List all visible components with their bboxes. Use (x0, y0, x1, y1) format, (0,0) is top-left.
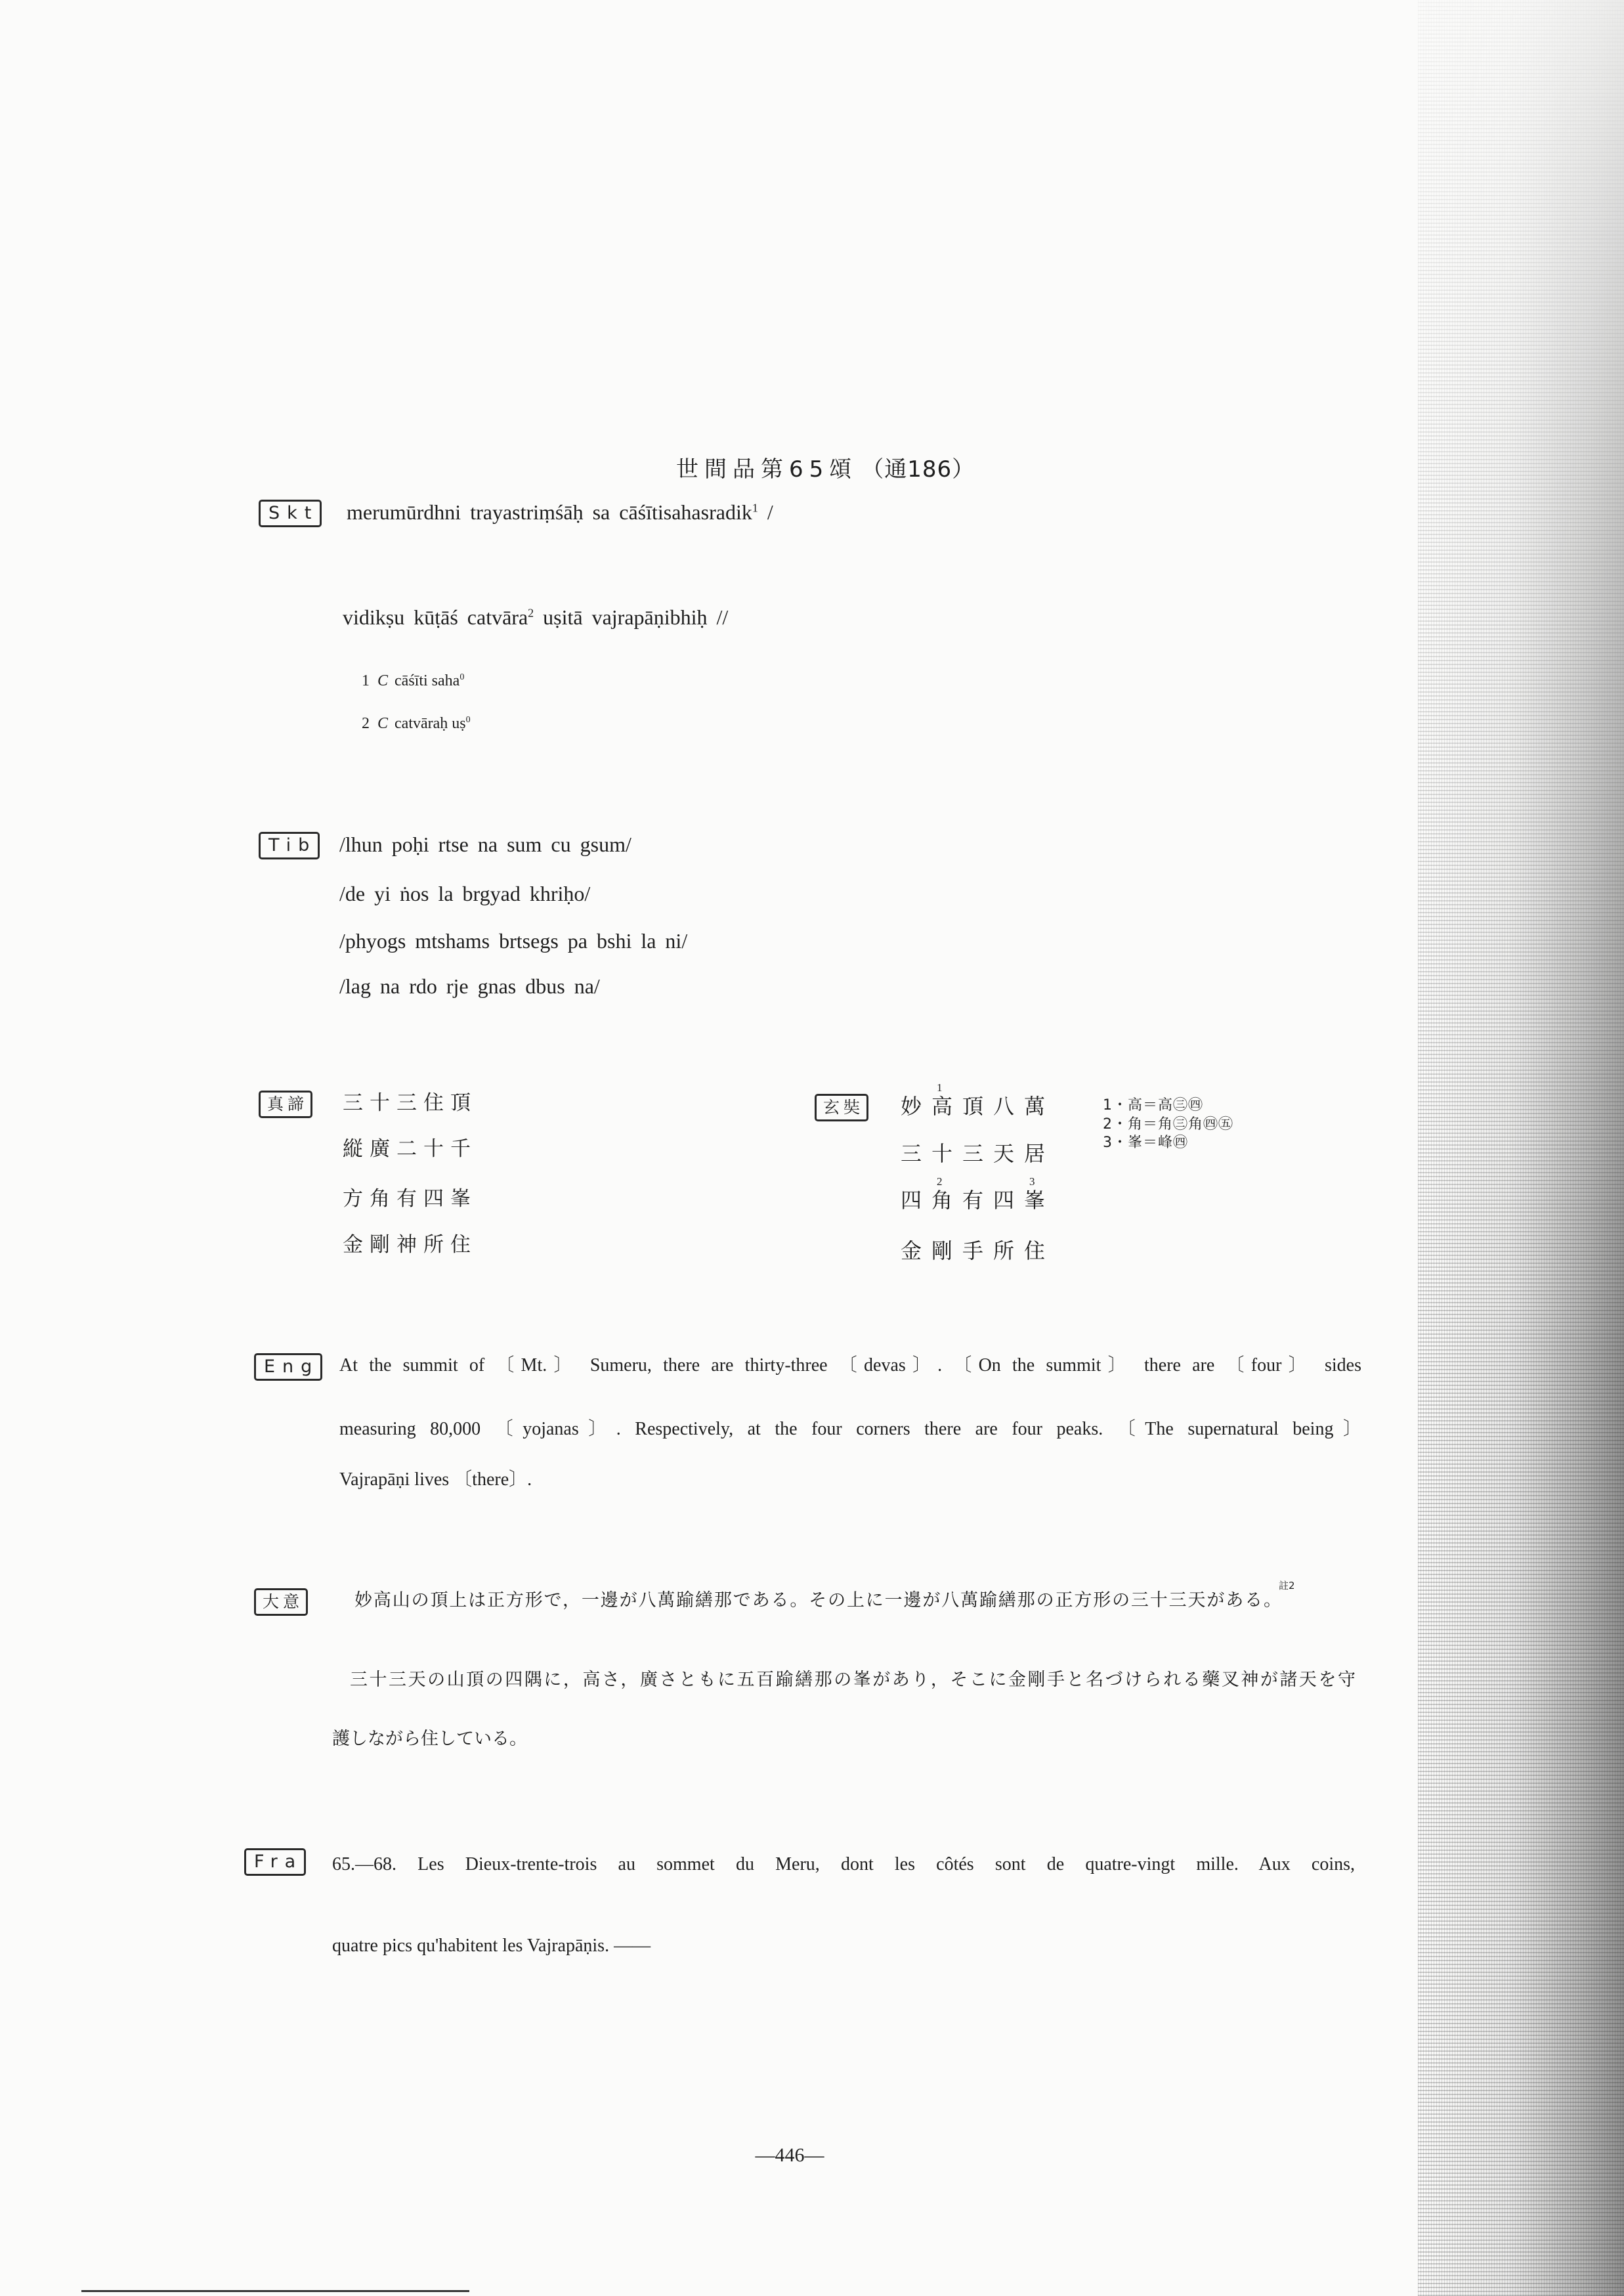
verse-char: 高 (931, 1094, 963, 1119)
xuanzang-verse-line (901, 1175, 1056, 1215)
label-summary: 大意 (254, 1588, 308, 1616)
note-marker: 1 (937, 1081, 943, 1094)
label-paramartha: 真諦 (259, 1091, 312, 1118)
footnote-reading: cāśīti saha (395, 672, 460, 689)
tibetan-line: /de yi ṅos la brgyad khriḥo/ (339, 882, 591, 905)
footnote-number: 1 (362, 672, 370, 689)
footnote-reading: catvāraḥ uṣ (395, 715, 466, 732)
label-xuanzang: 玄奘 (815, 1094, 868, 1121)
xuanzang-verse-line (901, 1236, 1055, 1265)
label-tibetan: Tib (259, 832, 320, 859)
sanskrit-footnote (362, 671, 464, 691)
french-line: 65.—68. Les Dieux-trente-trois au sommet du Meru, dont les côtés sont de quatre-vingt mille. Aux coins, (332, 1854, 1355, 1874)
manuscript-siglum: C (377, 715, 389, 732)
xuanzang-verse-line (901, 1081, 1056, 1121)
paramartha-verse-line: 三十三住頂 (343, 1091, 477, 1115)
paramartha-verse-line: 金剛神所住 (343, 1233, 477, 1257)
heading-ref: （通186） (861, 456, 975, 483)
french-line: quatre pics qu'habitent les Vajrapāṇis. —— (332, 1936, 651, 1956)
xuanzang-variant-note: 2・角＝角㊂角㊃㊄ (1103, 1116, 1233, 1133)
xuanzang-variant-note: 3・峯＝峰㊃ (1103, 1135, 1188, 1151)
footer-rule (81, 2290, 469, 2292)
sanskrit-line (347, 499, 773, 525)
note-marker: 2 (528, 606, 534, 620)
sanskrit-text-rest: / (758, 500, 773, 524)
sanskrit-text-rest: uṣitā vajrapāṇibhiḥ // (534, 605, 729, 629)
label-french: Fra (244, 1848, 306, 1876)
manuscript-siglum: C (377, 672, 389, 689)
label-sanskrit: Skt (259, 500, 322, 527)
sanskrit-footnote (362, 714, 471, 733)
abbreviation-mark: 0 (459, 672, 465, 682)
summary-note-ref: 註2 (1279, 1580, 1295, 1592)
sanskrit-text: merumūrdhni trayastriṃśāḥ sa cāśītisahasradik (347, 500, 752, 524)
verse-segment: 三十三天居 (901, 1141, 1056, 1166)
english-line: measuring 80,000 〔yojanas〕. Respectively, at the four corners there are four peaks. 〔The supernatural being〕 (339, 1419, 1361, 1439)
sanskrit-line (343, 604, 728, 630)
abbreviation-mark: 0 (465, 715, 471, 725)
paramartha-verse-line: 方角有四峯 (343, 1187, 477, 1211)
xuanzang-verse-line (901, 1139, 1055, 1168)
summary-line: 三十三天の山頂の四隅に，高さ，廣さともに五百踰繕那の峯があり，そこに金剛手と名づけられる藥叉神が諸天を守 (350, 1670, 1356, 1690)
verse-segment: 妙 (901, 1094, 932, 1119)
xuanzang-variant-note: 1・高＝高㊂㊃ (1103, 1097, 1203, 1114)
tibetan-line: /lag na rdo rje gnas dbus na/ (339, 974, 600, 998)
footnote-number: 2 (362, 715, 370, 732)
sanskrit-text: vidikṣu kūṭāś catvāra (343, 605, 528, 629)
verse-segment: 有四 (962, 1188, 1025, 1213)
verse-char: 峯 (1024, 1188, 1056, 1213)
verse-segment: 頂八萬 (962, 1094, 1056, 1119)
paramartha-verse-line: 縦廣二十千 (343, 1137, 477, 1161)
english-line: At the summit of 〔Mt.〕 Sumeru, there are thirty-three 〔devas〕. 〔On the summit〕 there are 〔four〕 sides (339, 1355, 1361, 1375)
note-marker: 2 (937, 1175, 943, 1188)
verse-segment-annotated (1024, 1175, 1056, 1213)
summary-line: 護しながら住している。 (332, 1729, 527, 1749)
verse-segment-annotated (931, 1081, 963, 1119)
tibetan-line: /lhun poḥi rtse na sum cu gsum/ (339, 833, 631, 856)
summary-line: 妙高山の頂上は正方形で，一邊が八萬踰繕那である。その上に一邊が八萬踰繕那の正方形の三十三天がある。 (354, 1590, 1281, 1611)
verse-char: 角 (931, 1188, 963, 1213)
tibetan-line: /phyogs mtshams brtsegs pa bshi la ni/ (339, 929, 688, 953)
verse-segment: 四 (901, 1188, 932, 1213)
verse-segment: 金剛手所住 (901, 1238, 1056, 1263)
label-english: Eng (254, 1353, 322, 1381)
note-marker: 1 (752, 501, 758, 515)
english-line: Vajrapāṇi lives 〔there〕. (339, 1469, 532, 1490)
heading-title: 世間品第65頌 (676, 456, 858, 483)
page-number: —446— (755, 2144, 824, 2166)
note-marker: 3 (1029, 1175, 1035, 1188)
verse-segment-annotated (931, 1175, 963, 1213)
scan-edge-noise (1418, 0, 1624, 2296)
verse-heading (676, 456, 975, 483)
